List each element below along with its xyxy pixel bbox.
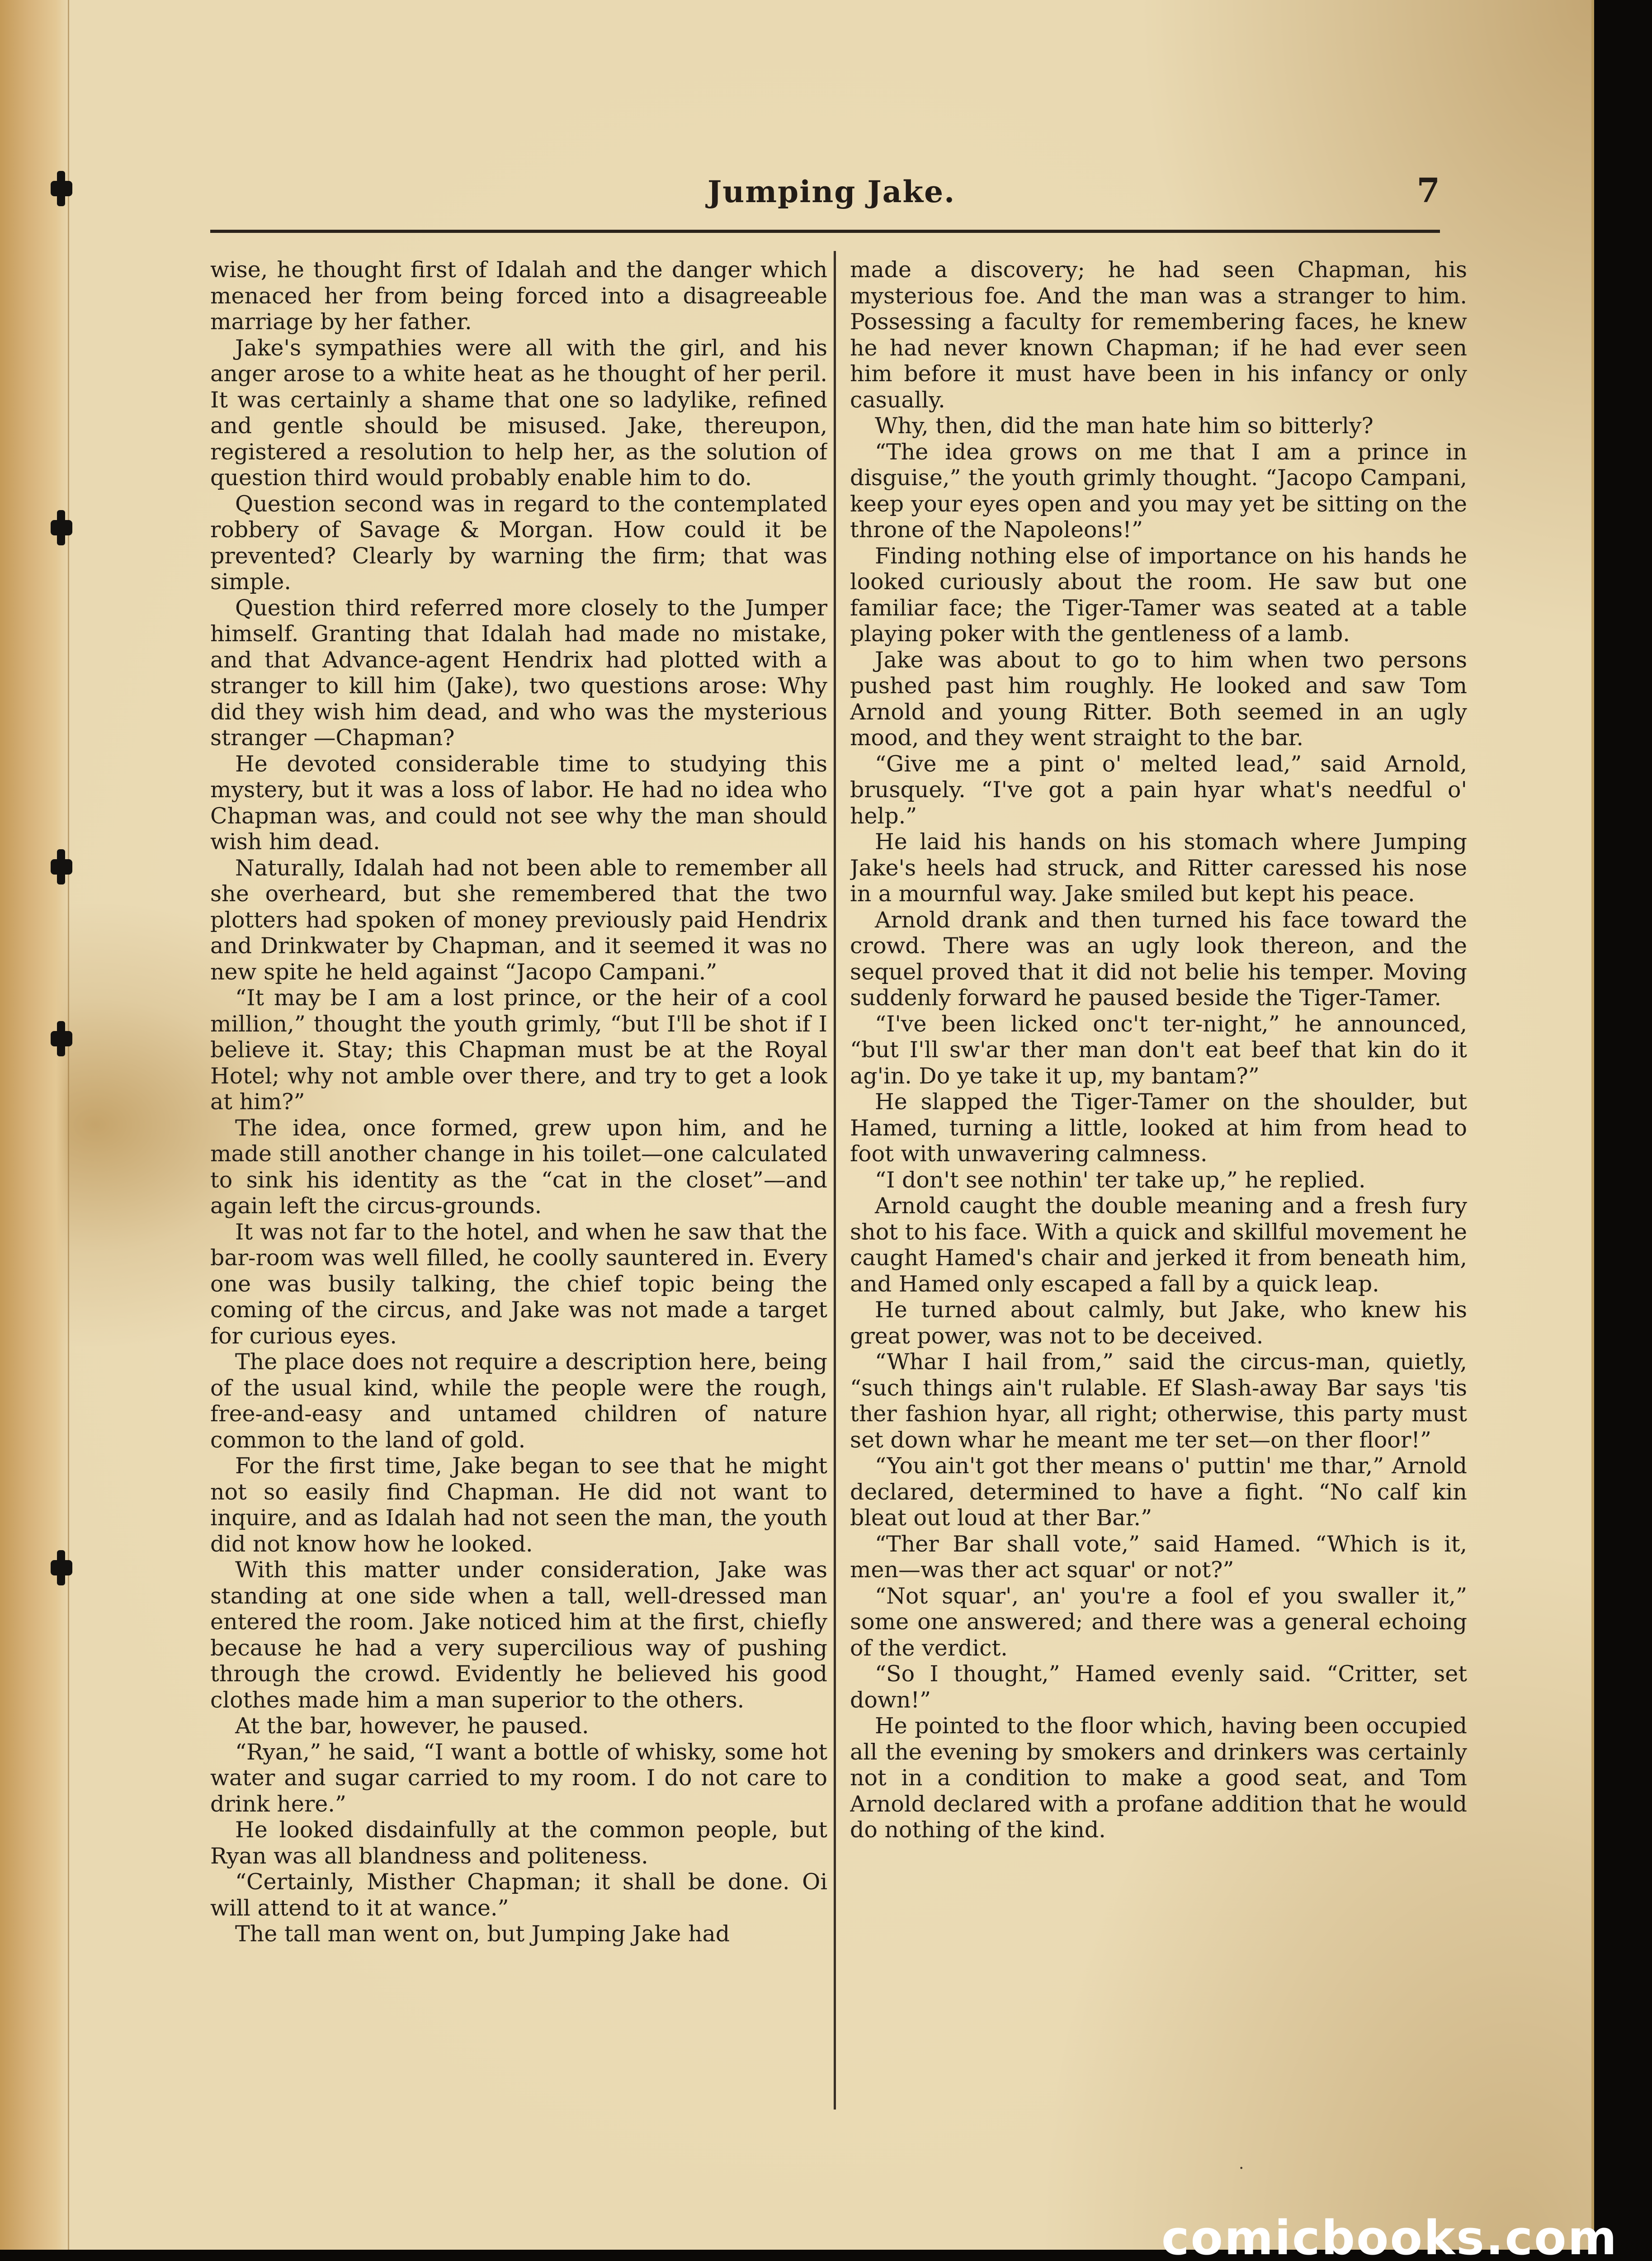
running-title: Jumping Jake.	[708, 174, 956, 209]
paragraph: Question second was in regard to the contemplated robbery of Savage & Morgan. How could it be prevented? Clearly by warning the firm; that was simple.	[210, 491, 827, 595]
binding-staple	[51, 1031, 72, 1046]
paragraph: He laid his hands on his stomach where Jumping Jake's heels had struck, and Ritter caressed his nose in a mournful way. Jake smiled but kept his peace.	[850, 829, 1467, 907]
print-mark: ·	[1239, 2159, 1244, 2178]
paragraph: He slapped the Tiger-Tamer on the shoulder, but Hamed, turning a little, looked at him from head to foot with unwavering calmness.	[850, 1089, 1467, 1167]
paragraph: “It may be I am a lost prince, or the heir of a cool million,” thought the youth grimly, “but I'll be shot if I believe it. Stay; this Chapman must be at the Royal Hotel; why not amble over there, and try to get a look at him?”	[210, 985, 827, 1115]
paragraph: With this matter under consideration, Jake was standing at one side when a tall, well-dressed man entered the room. Jake noticed him at the first, chiefly because he had a very supercilious way of pushing through the crowd. Evidently he believed his good clothes made him a man superior to the others.	[210, 1557, 827, 1713]
paragraph: The place does not require a description here, being of the usual kind, while the people were the rough, free-and-easy and untamed children of nature common to the land of gold.	[210, 1349, 827, 1453]
paragraph: Arnold drank and then turned his face toward the crowd. There was an ugly look thereon, and the sequel proved that it did not belie his temper. Moving suddenly forward he paused beside the Tiger-Tamer.	[850, 907, 1467, 1011]
paragraph: He pointed to the floor which, having been occupied all the evening by smokers and drinkers was certainly not in a condition to make a good seat, and Tom Arnold declared with a profane addition that he would do nothing of the kind.	[850, 1713, 1467, 1843]
left-column	[210, 257, 827, 2115]
paragraph: “So I thought,” Hamed evenly said. “Critter, set down!”	[850, 1661, 1467, 1713]
paragraph: Finding nothing else of importance on his hands he looked curiously about the room. He saw but one familiar face; the Tiger-Tamer was seated at a table playing poker with the gentleness of a lamb.	[850, 543, 1467, 647]
paragraph: “Give me a pint o' melted lead,” said Arnold, brusquely. “I've got a pain hyar what's needful o' help.”	[850, 751, 1467, 829]
paragraph: The tall man went on, but Jumping Jake had	[235, 1921, 730, 1947]
fold-line	[68, 0, 69, 2250]
paragraph: At the bar, however, he paused.	[235, 1713, 589, 1739]
paragraph: He devoted considerable time to studying this mystery, but it was a loss of labor. He had no idea who Chapman was, and could not see why the man should wish him dead.	[210, 751, 827, 855]
paragraph: “Ryan,” he said, “I want a bottle of whisky, some hot water and sugar carried to my room. I do not care to drink here.”	[210, 1739, 827, 1817]
paragraph: The idea, once formed, grew upon him, and he made still another change in his toilet—one calculated to sink his identity as the “cat in the closet”—and again left the circus-grounds.	[210, 1115, 827, 1219]
paragraph: Jake's sympathies were all with the girl, and his anger arose to a white heat as he thought of her peril. It was certainly a shame that one so ladylike, refined and gentle should be misused. Jake, thereupon, registered a resolution to help her, as the solution of question third would probably enable him to do.	[210, 335, 827, 491]
paragraph: It was not far to the hotel, and when he saw that the bar-room was well filled, he coolly sauntered in. Every one was busily talking, the chief topic being the coming of the circus, and Jake was not made a target for curious eyes.	[210, 1219, 827, 1349]
column-divider	[834, 251, 836, 2110]
paragraph: He turned about calmly, but Jake, who knew his great power, was not to be deceived.	[850, 1297, 1467, 1349]
paragraph: Jake was about to go to him when two persons pushed past him roughly. He looked and saw Tom Arnold and young Ritter. Both seemed in an ugly mood, and they went straight to the bar.	[850, 647, 1467, 751]
paragraph: He looked disdainfully at the common people, but Ryan was all blandness and politeness.	[210, 1817, 827, 1869]
paragraph: Naturally, Idalah had not been able to remember all she overheard, but she remembered that the two plotters had spoken of money previously paid Hendrix and Drinkwater by Chapman, and it seemed it was no new spite he held against “Jacopo Campani.”	[210, 855, 827, 985]
paragraph: “Certainly, Misther Chapman; it shall be done. Oi will attend to it at wance.”	[210, 1869, 827, 1921]
paragraph: For the first time, Jake began to see that he might not so easily find Chapman. He did not want to inquire, and as Idalah had not seen the man, the youth did not know how he looked.	[210, 1453, 827, 1557]
page-number: 7	[1416, 171, 1440, 210]
binding-staple	[51, 181, 72, 196]
header-rule	[210, 230, 1440, 233]
watermark: comicbooks.com	[1161, 2210, 1618, 2261]
binding-staple	[51, 520, 72, 535]
paragraph: Arnold caught the double meaning and a fresh fury shot to his face. With a quick and skillful movement he caught Hamed's chair and jerked it from beneath him, and Hamed only escaped a fall by a quick leap.	[850, 1193, 1467, 1297]
paragraph: “The idea grows on me that I am a prince in disguise,” the youth grimly thought. “Jacopo Campani, keep your eyes open and you may yet be sitting on the throne of the Napoleons!”	[850, 439, 1467, 543]
paragraph: Why, then, did the man hate him so bitterly?	[875, 413, 1374, 439]
paragraph: made a discovery; he had seen Chapman, his mysterious foe. And the man was a stranger to him. Possessing a faculty for remembering faces, he knew he had never known Chapman; if he had ever seen him before it must have been in his infancy or only casually.	[850, 257, 1467, 413]
paragraph: “You ain't got ther means o' puttin' me thar,” Arnold declared, determined to have a fight. “No calf kin bleat out loud at ther Bar.”	[850, 1453, 1467, 1531]
binding-staple	[51, 1560, 72, 1575]
paragraph: “Whar I hail from,” said the circus-man, quietly, “such things ain't rulable. Ef Slash-away Bar says 'tis ther fashion hyar, all right; otherwise, this party must set down whar he meant me ter set—on ther floor!”	[850, 1349, 1467, 1453]
paragraph: “Ther Bar shall vote,” said Hamed. “Which is it, men—was ther act squar' or not?”	[850, 1531, 1467, 1583]
right-column	[850, 257, 1467, 2115]
binding-staple	[51, 859, 72, 875]
paragraph: wise, he thought first of Idalah and the danger which menaced her from being forced into a disagreeable marriage by her father.	[210, 257, 827, 335]
paragraph: Question third referred more closely to the Jumper himself. Granting that Idalah had made no mistake, and that Advance-agent Hendrix had plotted with a stranger to kill him (Jake), two questions arose: Why did they wish him dead, and who was the mysterious stranger —Chapman?	[210, 595, 827, 751]
paragraph: “I don't see nothin' ter take up,” he replied.	[875, 1167, 1366, 1193]
paragraph: “I've been licked onc't ter-night,” he announced, “but I'll sw'ar ther man don't eat beef that kin do it ag'in. Do ye take it up, my bantam?”	[850, 1011, 1467, 1089]
page-header	[210, 171, 1440, 224]
binding-edge	[0, 0, 70, 2250]
paragraph: “Not squar', an' you're a fool ef you swaller it,” some one answered; and there was a general echoing of the verdict.	[850, 1583, 1467, 1661]
